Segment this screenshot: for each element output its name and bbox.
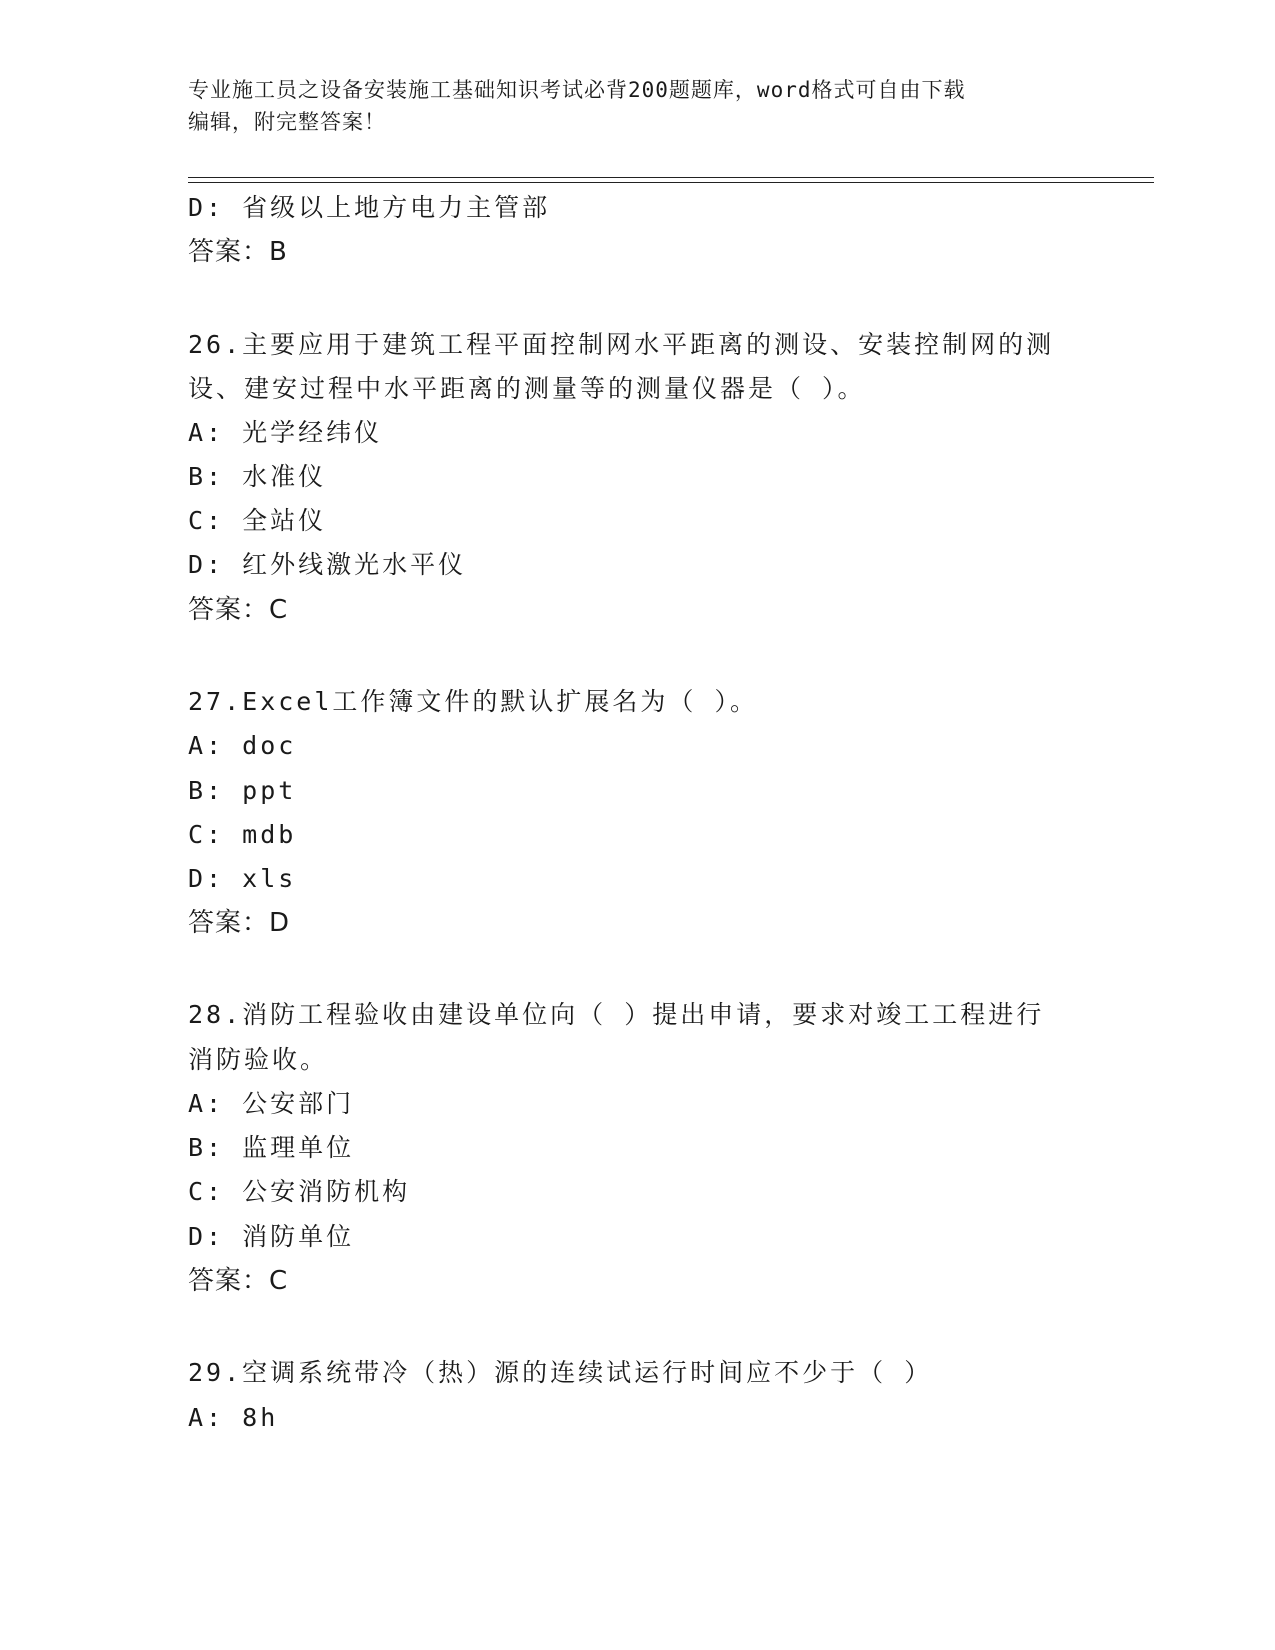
header-divider-top [188, 177, 1154, 178]
q26-stem-line1: 26.主要应用于建筑工程平面控制网水平距离的测设、安装控制网的测 [188, 330, 1055, 359]
q28-option-b: B: 监理单位 [188, 1133, 355, 1162]
q27-option-d: D: xls [188, 864, 297, 893]
q28-stem-line2: 消防验收。 [188, 1045, 329, 1074]
q25-option-d: D: 省级以上地方电力主管部 [188, 193, 551, 222]
q28-stem-line1: 28.消防工程验收由建设单位向（ ）提出申请，要求对竣工工程进行 [188, 1000, 1045, 1029]
q27-option-a: A: doc [188, 731, 297, 760]
q29-option-a: A: 8h [188, 1403, 279, 1432]
q29-stem-line1: 29.空调系统带冷（热）源的连续试运行时间应不少于（ ） [188, 1358, 933, 1387]
q27-option-c: C: mdb [188, 820, 297, 849]
q28-option-a: A: 公安部门 [188, 1089, 355, 1118]
q28-answer: 答案：C [188, 1266, 289, 1296]
q27-answer: 答案：D [188, 908, 291, 938]
header-divider-bottom [188, 182, 1154, 183]
q26-stem-line2: 设、建安过程中水平距离的测量等的测量仪器是（ ）。 [188, 374, 866, 403]
q27-option-b: B: ppt [188, 776, 297, 805]
header-title-line1: 专业施工员之设备安装施工基础知识考试必背200题题库，word格式可自由下载 [188, 78, 966, 102]
document-header [188, 74, 1088, 138]
q26-option-b: B: 水准仪 [188, 462, 327, 491]
q26-answer: 答案：C [188, 595, 289, 625]
q28-option-d: D: 消防单位 [188, 1222, 355, 1251]
q26-option-c: C: 全站仪 [188, 506, 327, 535]
header-title-line2: 编辑，附完整答案！ [188, 110, 386, 134]
q25-answer: 答案：B [188, 237, 288, 267]
q27-stem-line1: 27.Excel工作簿文件的默认扩展名为（ ）。 [188, 687, 758, 716]
q26-option-d: D: 红外线激光水平仪 [188, 550, 467, 579]
q26-option-a: A: 光学经纬仪 [188, 418, 383, 447]
q28-option-c: C: 公安消防机构 [188, 1177, 411, 1206]
